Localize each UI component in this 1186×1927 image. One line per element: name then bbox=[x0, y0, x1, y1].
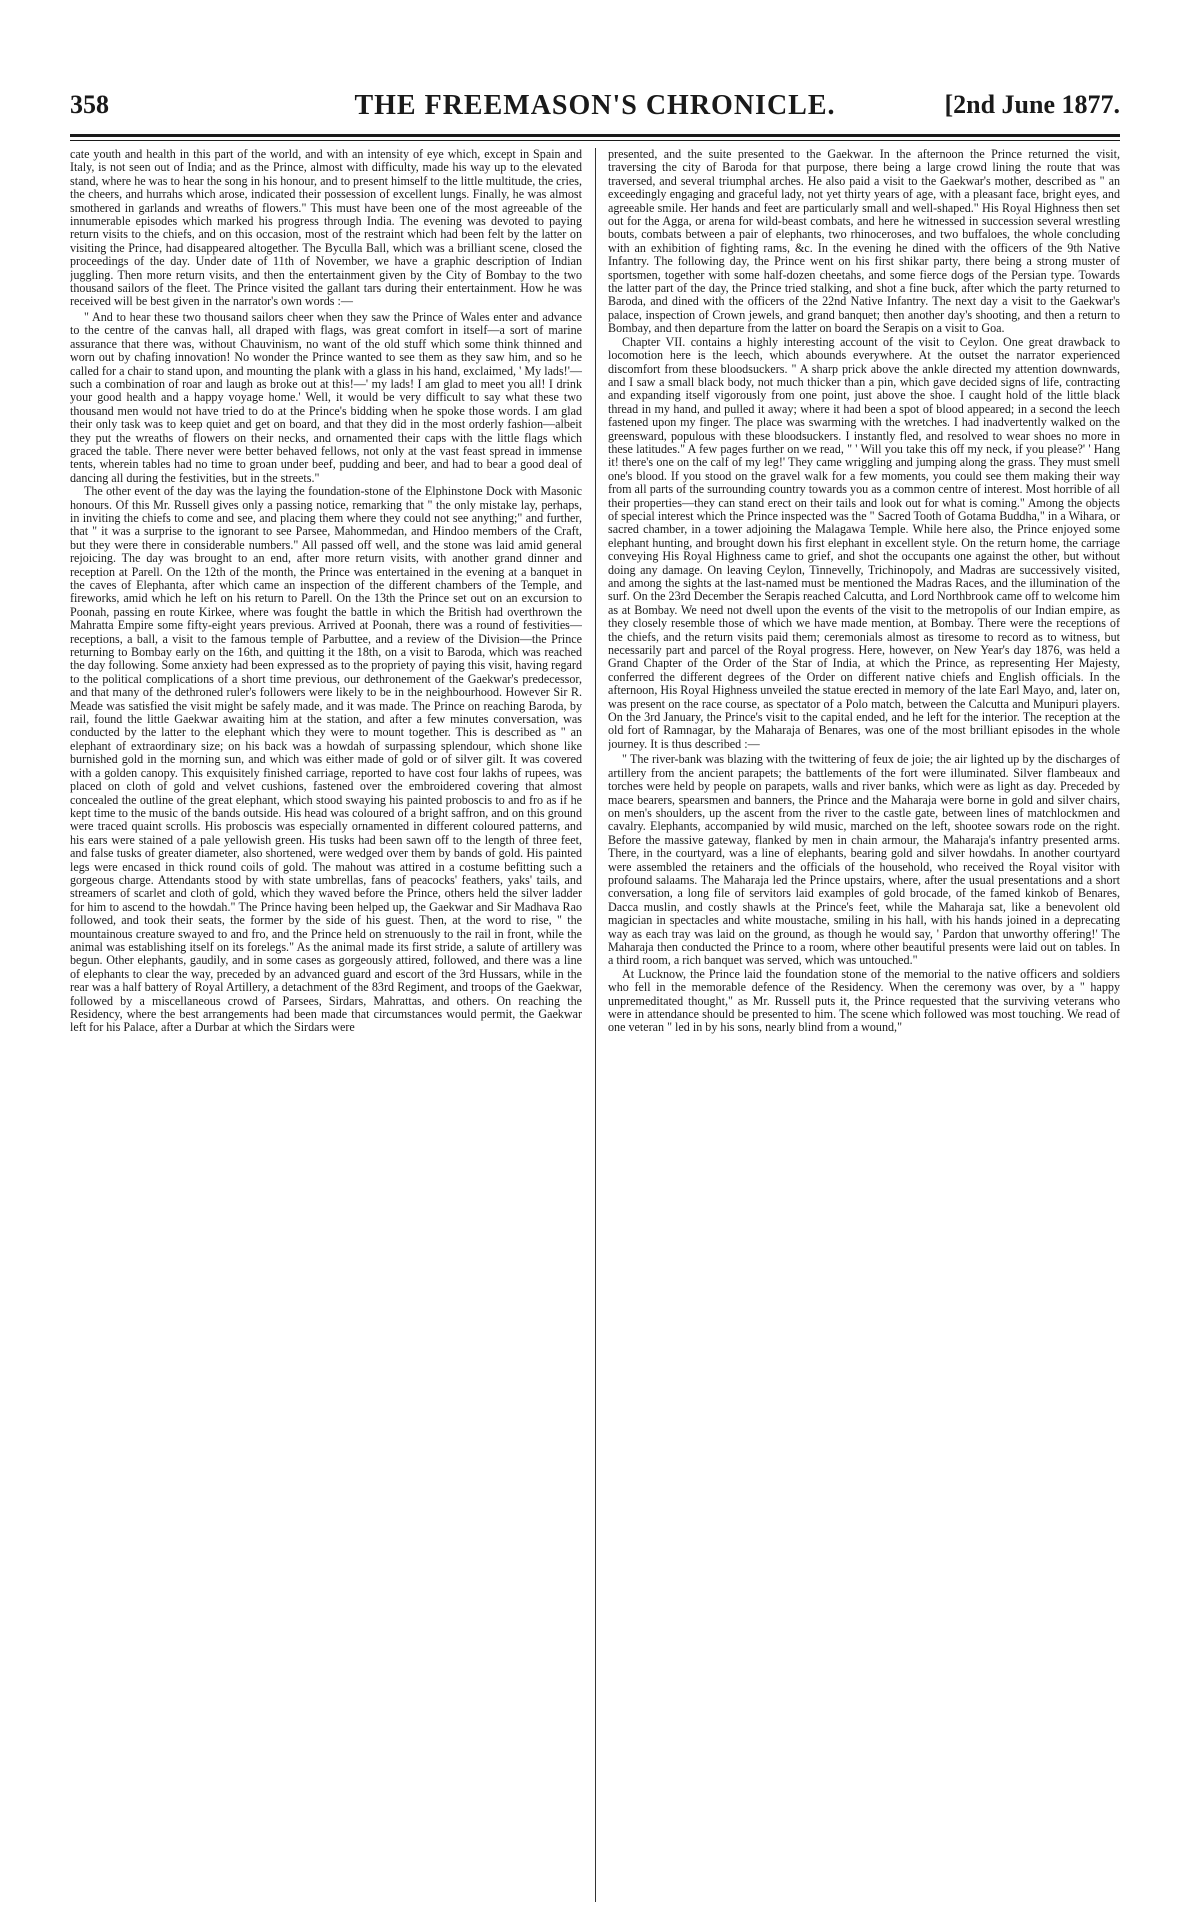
newspaper-page bbox=[70, 82, 1120, 1902]
page-number: 358 bbox=[70, 90, 109, 119]
paragraph: presented, and the suite presented to the Gaekwar. In the afternoon the Prince returned the visit, traversing the city of Baroda for that purpose, there being a large crowd lining the route that was traversed, and several triumphal arches. He also paid a visit to the Gaekwar's mother, described as " an exceedingly engaging and graceful lady, not yet thirty years of age, with a pleasant face, bright eyes, and agreeable smile. Her hands and feet are particularly small and well-shaped." His Royal Highness then set out for the Agga, or arena for wild-beast combats, and here he witnessed in succession several wrestling bouts, combats between a pair of elephants, two rhinoceroses, and two buffaloes, the whole concluding with an exhibition of fighting rams, &c. In the evening he dined with the officers of the 9th Native Infantry. The following day, the Prince went on his first shikar party, there being a strong muster of sportsmen, together with some half-dozen cheetahs, and some fierce dogs of the Persian type. Towards the latter part of the day, the Prince tried stalking, and shot a fine buck, after which the party returned to Baroda, and dined with the officers of the 22nd Native Infantry. The next day a visit to the Gaekwar's palace, inspection of Crown jewels, and grand banquet; then another day's shooting, and then a return to Bombay, and then departure from the latter on board the Serapis on a visit to Goa. bbox=[608, 148, 1120, 336]
page-header bbox=[70, 82, 1120, 137]
left-column bbox=[70, 148, 582, 1902]
paragraph: The other event of the day was the laying the foundation-stone of the Elphinstone Dock with Masonic honours. Of this Mr. Russell gives only a passing notice, remarking that " the only mistake lay, perhaps, in inviting the chiefs to come and see, and placing them where they could not see anything;" and further, that " it was a surprise to the ignorant to see Parsee, Mahommedan, and Hindoo members of the Craft, but they were there in considerable numbers." All passed off well, and the stone was laid amid general rejoicing. The day was brought to an end, after more return visits, with another grand dinner and reception at Parell. On the 12th of the month, the Prince was entertained in the evening at a banquet in the caves of Elephanta, after which came an inspection of the different chambers of the Temple, and fireworks, amid which he left on his return to Parell. On the 13th the Prince set out on an excursion to Poonah, passing en route Kirkee, where was fought the battle in which the British had overthrown the Mahratta Empire some fifty-eight years previous. Arrived at Poonah, there was a round of festivities—receptions, a ball, a visit to the famous temple of Parbuttee, and a review of the Division—the Prince returning to Bombay early on the 16th, and quitting it the 18th, on a visit to Baroda, which was reached the day following. Some anxiety had been expressed as to the propriety of paying this visit, having regard to the political complications of a short time previous, our dethronement of the Gaekwar's predecessor, and that many of the dethroned ruler's followers were likely to be in the neighbourhood. However Sir R. Meade was satisfied the visit might be safely made, and it was made. The Prince on reaching Baroda, by rail, found the little Gaekwar awaiting him at the station, and after a few minutes conversation, was conducted by the latter to the elephant which they were to mount together. This is described as " an elephant of extraordinary size; on his back was a howdah of surpassing splendour, which shone like burnished gold in the morning sun, and which was either made of gold or of silver gilt. It was covered with a golden canopy. This exquisitely finished carriage, reported to have cost four lakhs of rupees, was placed on cloth of gold and velvet cushions, fastened over the embroidered covering that almost concealed the outline of the great elephant, which stood swaying his painted proboscis to and fro as if he kept time to the music of the bands outside. His head was coloured of a bright saffron, and on this ground were traced quaint scrolls. His proboscis was especially ornamented in different coloured patterns, and his ears were stained of a pale yellowish green. His tusks had been sawn off to the length of three feet, and false tusks of greater diameter, also shortened, were wedged over them by bands of gold. His painted legs were encased in thick round coils of gold. The mahout was attired in a costume befitting such a gorgeous charge. Attendants stood by with state umbrellas, fans of peacocks' feathers, yaks' tails, and streamers of scarlet and cloth of gold, which they waved before the Prince, others held the silver ladder for him to ascend to the howdah." The Prince having been helped up, the Gaekwar and Sir Madhava Rao followed, and took their seats, the former by the side of his guest. Then, at the word to rise, " the mountainous creature swayed to and fro, and the Prince held on strenuously to the rail in front, while the animal was establishing itself on its forelegs." As the animal made its first stride, a salute of artillery was begun. Other elephants, gaudily, and in some cases as gorgeously attired, followed, and there was a line of elephants to clear the way, preceded by an advanced guard and escort of the 3rd Hussars, while in the rear was a half battery of Royal Artillery, a detachment of the 83rd Regiment, and troops of the Gaekwar, followed by a miscellaneous crowd of Parsees, Sirdars, Mahrattas, and others. On reaching the Residency, where the best arrangements had been made that circumstances would permit, the Gaekwar left for his Palace, after a Durbar at which the Sirdars were bbox=[70, 484, 582, 1035]
paragraph: Chapter VII. contains a highly interesting account of the visit to Ceylon. One great drawback to locomotion here is the leech, which abounds everywhere. At the outset the narrator experienced discomfort from these bloodsuckers. " A sharp prick above the ankle directed my attention downwards, and I saw a small black body, not much thicker than a pin, which gave decided signs of life, contracting and expanding itself vigorously from one point, just above the shoe. I caught hold of the little black thread in my hand, and pulled it away; where it had been a spot of blood appeared; in a second the leech fastened upon my finger. The place was swarming with the wretches. I had inadvertently walked on the greensward, populous with these bloodsuckers. I instantly fled, and resolved to wear shoes no more in these latitudes." A few pages further on we read, " ' Will you take this off my neck, if you please?' ' Hang it! there's one on the calf of my leg!' They came wriggling and jumping along the grass. They must smell one's blood. If you stood on the gravel walk for a few moments, you could see them making their way from all parts of the surrounding country towards you as a common centre of interest. Most horrible of all their properties—they can stand erect on their tails and look out for what is coming." Among the objects of special interest which the Prince inspected was the " Sacred Tooth of Gotama Buddha," in a Wihara, or sacred chamber, in a tower adjoining the Malagawa Temple. While here also, the Prince enjoyed some elephant hunting, and brought down his first elephant in excellent style. On the return home, the carriage conveying His Royal Highness came to grief, and shot the occupants one against the other, but without doing any damage. On leaving Ceylon, Tinnevelly, Trichinopoly, and Madras are successively visited, and among the sights at the last-named must be mentioned the Madras Races, and the illumination of the surf. On the 23rd December the Serapis reached Calcutta, and Lord Northbrook came off to welcome him as at Bombay. We need not dwell upon the events of the visit to the metropolis of our Indian empire, as they closely resemble those of which we have made mention, at Bombay. There were the receptions of the chiefs, and the return visits paid them; ceremonials almost as tiresome to record as to witness, but necessarily part and parcel of the Royal progress. Here, however, on New Year's day 1876, was held a Grand Chapter of the Order of the Star of India, at which the Prince, as representing Her Majesty, conferred the different degrees of the Order on different native chiefs and English officials. In the afternoon, His Royal Highness unveiled the statue erected in memory of the late Earl Mayo, and, later on, was present on the race course, as spectator of a Polo match, between the Calcutta and Munipuri players. On the 3rd January, the Prince's visit to the capital ended, and he left for the interior. The reception at the old fort of Ramnagar, by the Maharaja of Benares, was one of the most brilliant episodes in the whole journey. It is thus described :— bbox=[608, 334, 1120, 751]
column-divider bbox=[595, 148, 596, 1902]
right-column bbox=[608, 148, 1120, 1902]
journal-title: THE FREEMASON'S CHRONICLE. bbox=[354, 90, 836, 121]
article-columns bbox=[70, 148, 1120, 1902]
issue-date: [2nd June 1877. bbox=[944, 90, 1120, 119]
paragraph: At Lucknow, the Prince laid the foundation stone of the memorial to the native officers and soldiers who fell in the memorable defence of the Residency. When the ceremony was over, by a " happy unpremeditated thought," as Mr. Russell puts it, the Prince requested that the surviving veterans who were in attendance should be presented to him. The scene which followed was most touching. We read of one veteran " led in by his sons, nearly blind from a wound," bbox=[608, 966, 1120, 1035]
quoted-paragraph: " And to hear these two thousand sailors cheer when they saw the Prince of Wales enter and advance to the centre of the canvas hall, all draped with flags, was great comfort in itself—a sort of marine assurance that there was, without Chauvinism, no want of the old stuff which some think thinned and worn out by chafing innovation! No wonder the Prince wanted to see them as they saw him, and so he called for a chair to stand upon, and mounting the plank with a glass in his hand, exclaimed, ' My lads!'—such a combination of roar and laugh as broke out at this!—' my lads! I am glad to meet you all! I drink your good health and a happy voyage home.' Well, it would be very difficult to say what these two thousand men would not have tried to do at the Prince's bidding when he spoke those words. I am glad their only task was to keep quiet and get on board, and that they did in the most orderly fashion—albeit they put the wreaths of flowers on their necks, and ornamented their caps with the little flags which graced the table. There never were better behaved fellows, not only at the vast feast spread in immense tents, wherein tables had no time to groan under beef, pudding and beer, and had to bear a good deal of dancing all during the festivities, but in the streets." bbox=[70, 309, 582, 485]
quoted-paragraph: " The river-bank was blazing with the twittering of feux de joie; the air lighted up by the discharges of artillery from the ancient parapets; the battlements of the fort were illuminated. Silver flambeaux and torches were held by people on parapets, walls and river banks, which were as light as day. Preceded by mace bearers, spearsmen and banners, the Prince and the Maharaja were borne in gold and silver chairs, on men's shoulders, up the ascent from the river to the castle gate, between lines of matchlockmen and cavalry. Elephants, accompanied by wild music, marched on the left, shootee sowars rode on the right. Before the massive gateway, flanked by men in chain armour, the Maharaja's infantry presented arms. There, in the courtyard, was a line of elephants, bearing gold and silver howdahs. In another courtyard were assembled the retainers and the officials of the household, who received the Royal visitor with profound salaams. The Maharaja led the Prince upstairs, where, after the usual presentations and a short conversation, a long file of servitors laid examples of gold brocade, of the famed kinkob of Benares, Dacca muslin, and costly shawls at the Prince's feet, while the Maharaja sat, like a benevolent old magician in spectacles and white moustache, smiling in his hall, with his hands joined in a deprecating way as each tray was laid on the ground, as though he would say, ' Pardon that unworthy offering!' The Maharaja then conducted the Prince to a room, where other beautiful presents were laid out on tables. In a third room, a rich banquet was served, which was untouched." bbox=[608, 752, 1120, 968]
paragraph: cate youth and health in this part of the world, and with an intensity of eye which, except in Spain and Italy, is not seen out of India; and as the Prince, almost with difficulty, made his way up to the elevated stand, where he was to hear the song in his honour, and to present himself to the little multitude, the cries, the cheers, and hurrahs which arose, indicated their possession of excellent lungs. Finally, he was almost smothered in garlands and wreaths of flowers." This must have been one of the most agreeable of the innumerable episodes which marked his progress through India. The evening was devoted to paying return visits to the chiefs, and on this occasion, most of the restraint which had been felt by the latter on visiting the Prince, had disappeared altogether. The Byculla Ball, which was a brilliant scene, closed the proceedings of the day. Under date of 11th of November, we have a graphic description of Indian juggling. Then more return visits, and then the entertainment given by the City of Bombay to the two thousand sailors of the fleet. The Prince visited the gallant tars during their entertainment. How he was received will be best given in the narrator's own words :— bbox=[70, 148, 582, 309]
